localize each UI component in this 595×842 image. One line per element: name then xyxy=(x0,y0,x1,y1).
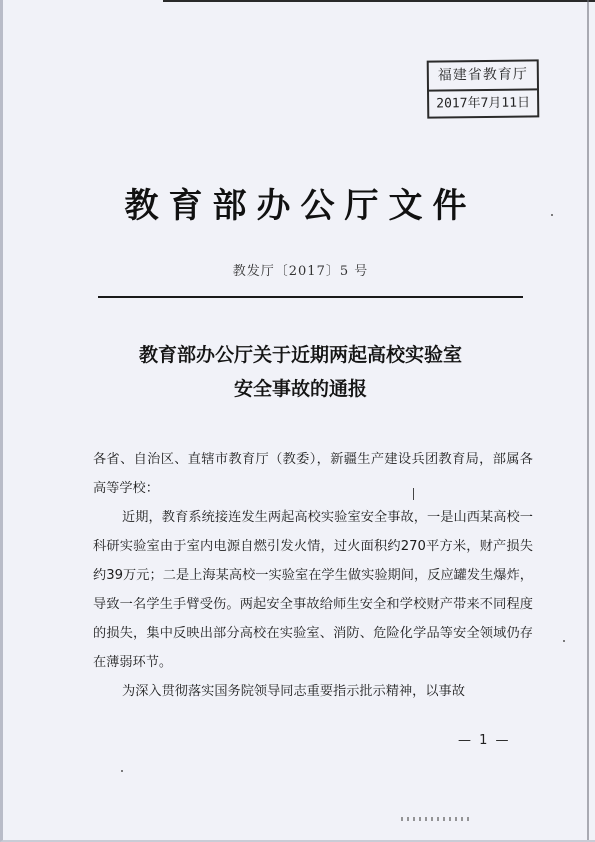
addressee: 各省、自治区、直辖市教育厅（教委），新疆生产建设兵团教育局，部属各高等学校： xyxy=(93,452,533,496)
scan-speck xyxy=(121,770,123,772)
notice-title-line-2: 安全事故的通报 xyxy=(233,378,367,400)
document-number: 教发厅〔2017〕5 号 xyxy=(232,264,369,279)
stamp-organization: 福建省教育厅 xyxy=(429,61,537,91)
scan-edge-top xyxy=(3,0,595,10)
document-title: 教育部办公厅文件 xyxy=(124,186,477,226)
scan-speck xyxy=(563,640,565,642)
scan-artifact-dots xyxy=(401,817,471,821)
stamp-date: 2017年7月11日 xyxy=(436,95,531,112)
page-number: — 1 — xyxy=(458,733,511,748)
body-text xyxy=(93,445,533,706)
paragraph-1: 近期，教育系统接连发生两起高校实验室安全事故，一是山西某高校一科研实验室由于室内电源自燃引发火情，过火面积约270平方米，财产损失约39万元；二是上海某高校一实验室在学生做实验期间，反应罐发生爆炸，导致一名学生手臂受伤。两起安全事故给师生安全和学校财产带来不同程度的损失，集中反映出部分高校在实验室、消防、危险化学品等安全领域仍存在薄弱环节。 xyxy=(93,510,533,670)
header-rule xyxy=(98,296,523,298)
notice-title-line-1: 教育部办公厅关于近期两起高校实验室 xyxy=(138,344,462,366)
receipt-stamp xyxy=(427,59,540,118)
scan-edge-right xyxy=(587,0,589,842)
notice-title xyxy=(3,338,595,406)
paragraph-2: 为深入贯彻落实国务院领导同志重要指示批示精神，以事故 xyxy=(122,684,465,699)
